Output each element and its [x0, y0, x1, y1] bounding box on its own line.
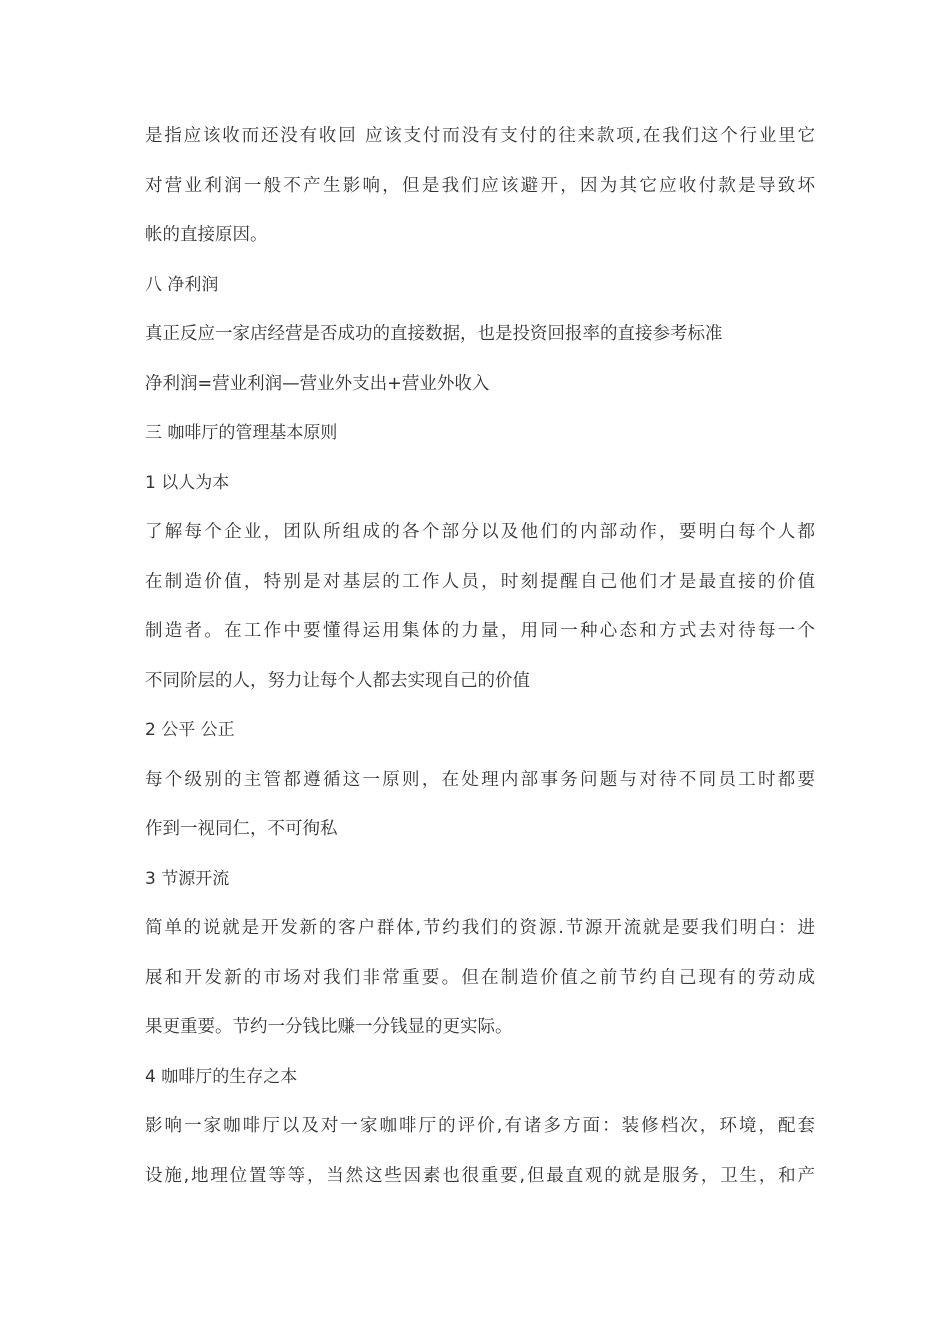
body-line-21: 影响一家咖啡厅以及对一家咖啡厅的评价,有诸多方面：装修档次，环境，配套	[145, 1116, 815, 1136]
body-line-12: 不同阶层的人，努力让每个人都去实现自己的价值	[145, 670, 530, 691]
subheading-saving: 3 节源开流	[145, 868, 230, 889]
body-line-14: 每个级别的主管都遵循这一原则，在处理内部事务问题与对待不同员工时都要	[145, 769, 815, 790]
body-line-18: 展和开发新的市场对我们非常重要。但在制造价值之前节约自己现有的劳动成	[145, 967, 815, 988]
body-line-5: 真正反应一家店经营是否成功的直接数据，也是投资回报率的直接参考标准	[145, 324, 723, 344]
document-body	[145, 112, 815, 1201]
section-heading-net-profit: 八 净利润	[145, 274, 219, 295]
body-line-11: 制造者。在工作中要懂得运用集体的力量，用同一种心态和方式去对待每一个	[145, 621, 815, 641]
subheading-fairness: 2 公平 公正	[145, 720, 235, 740]
section-heading-principles: 三 咖啡厅的管理基本原则	[145, 423, 338, 443]
body-line-19: 果更重要。节约一分钱比赚一分钱显的更实际。	[145, 1017, 513, 1037]
body-line-3: 帐的直接原因。	[145, 225, 268, 245]
subheading-people-oriented: 1 以人为本	[145, 472, 230, 493]
body-line-22: 设施,地理位置等等，当然这些因素也很重要,但最直观的就是服务，卫生，和产	[145, 1165, 815, 1186]
body-line-2: 对营业利润一般不产生影响，但是我们应该避开，因为其它应收付款是导致坏	[145, 175, 815, 196]
subheading-survival: 4 咖啡厅的生存之本	[145, 1066, 298, 1087]
body-line-9: 了解每个企业，团队所组成的各个部分以及他们的内部动作，要明白每个人都	[145, 522, 815, 542]
body-line-10: 在制造价值，特别是对基层的工作人员，时刻提醒自己他们才是最直接的价值	[145, 571, 815, 592]
formula-line: 净利润=营业利润—营业外支出+营业外收入	[145, 373, 490, 394]
body-line-15: 作到一视同仁，不可徇私	[145, 819, 338, 839]
body-line-1: 是指应该收而还没有收回 应该支付而没有支付的往来款项,在我们这个行业里它	[145, 126, 815, 146]
body-line-17: 简单的说就是开发新的客户群体,节约我们的资源.节源开流就是要我们明白：进	[145, 918, 815, 938]
